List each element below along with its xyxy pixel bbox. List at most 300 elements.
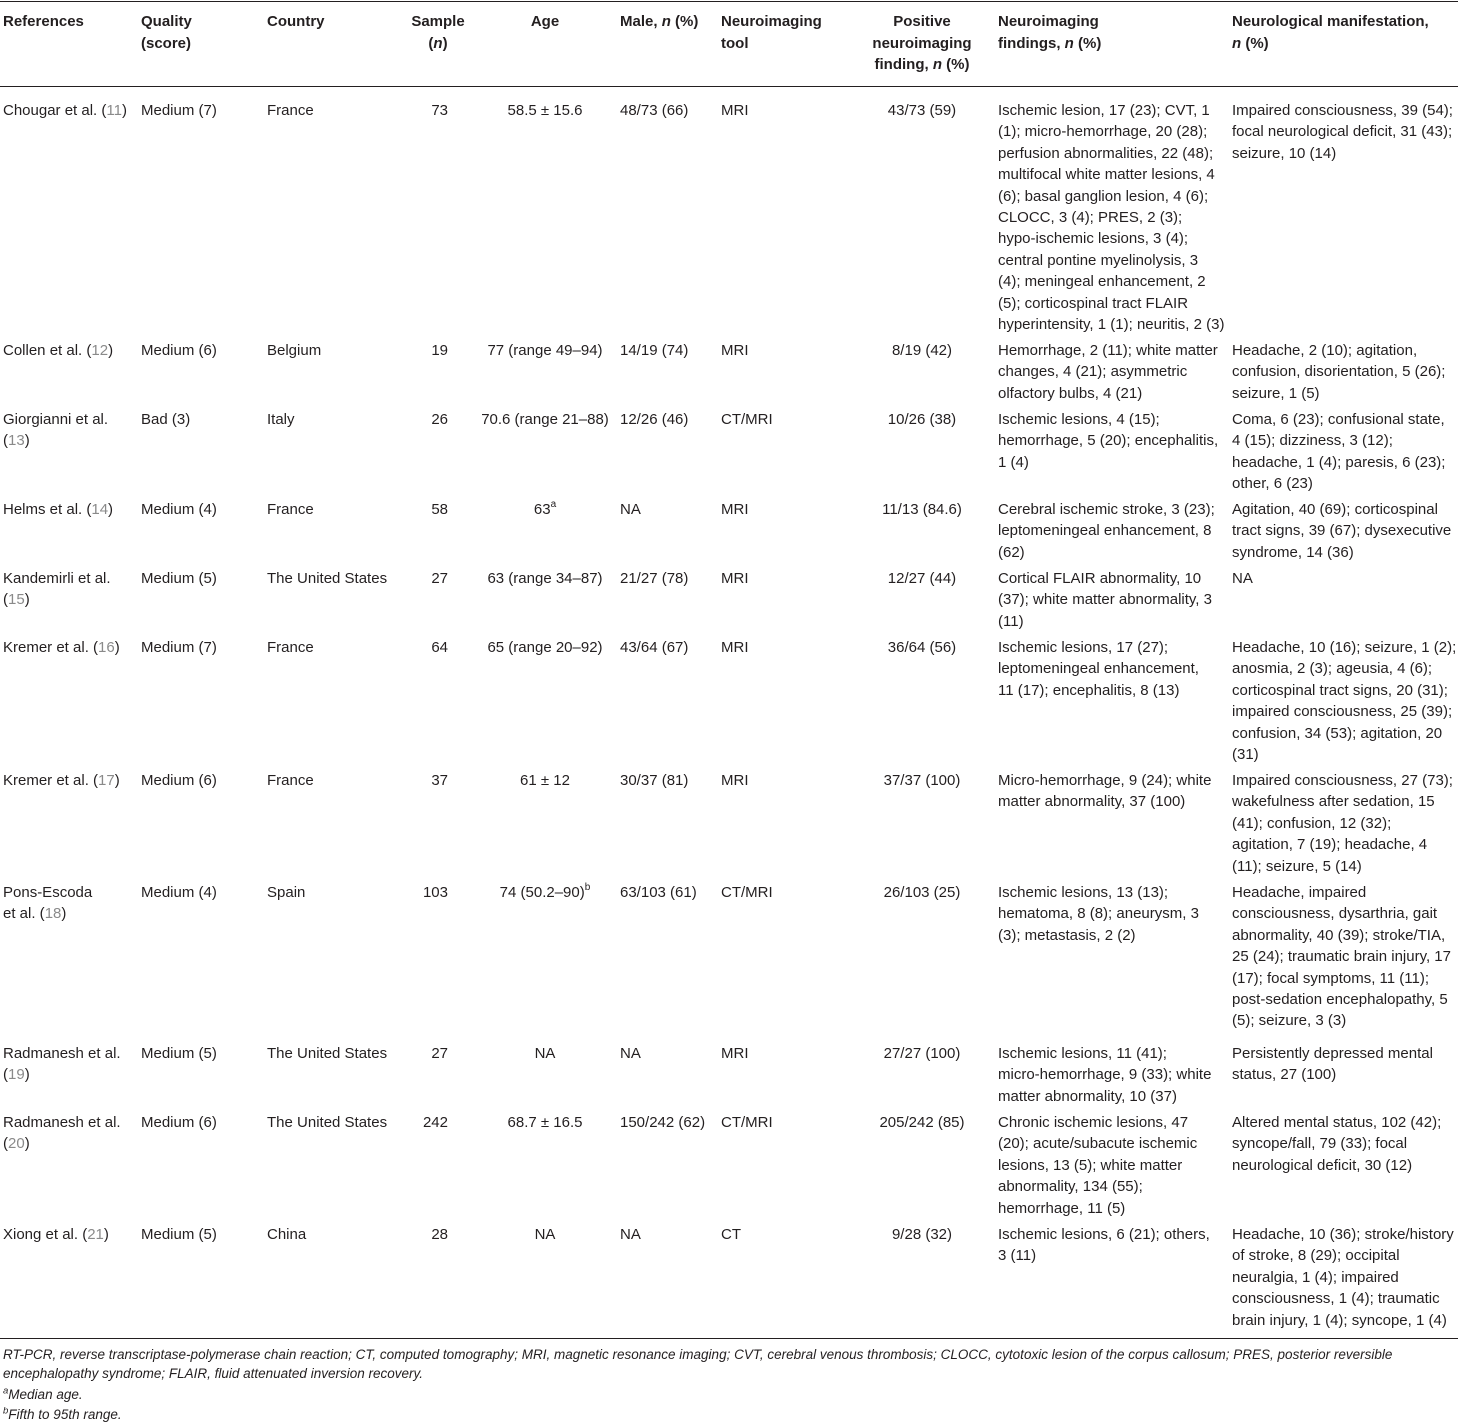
reference-close: ) xyxy=(108,342,114,359)
positive-cell-value: 43/73 (59) xyxy=(887,102,957,119)
header-positive-line2: neuroimaging xyxy=(872,34,972,52)
findings-line: 1 (4) xyxy=(998,453,1029,471)
header-manifestation xyxy=(1232,11,1456,54)
positive-cell xyxy=(858,409,986,430)
male-cell-value: 14/19 (74) xyxy=(620,342,689,359)
manifestation-line: syndrome, 14 (36) xyxy=(1232,543,1354,561)
positive-cell xyxy=(858,882,986,903)
reference-number: 14 xyxy=(91,501,109,518)
quality-cell xyxy=(141,340,261,361)
quality-cell-value: Medium (4) xyxy=(141,501,217,518)
age-value: 58.5 ± 15.6 xyxy=(507,102,583,119)
manifestation-line: confusion, 34 (53); agitation, 20 xyxy=(1232,724,1443,742)
findings-line: (37); white matter abnormality, 3 xyxy=(998,591,1212,609)
reference-name: Helms et al. ( xyxy=(3,501,92,518)
header-tool-line1: Neuroimaging xyxy=(721,13,822,30)
footnote-b-mark: b xyxy=(3,1405,9,1417)
reference-number: 18 xyxy=(44,905,62,923)
quality-cell-value: Medium (4) xyxy=(141,884,217,901)
manifestation-line: confusion, disorientation, 5 (26); xyxy=(1232,363,1446,381)
positive-cell xyxy=(858,1224,986,1245)
reference-close: ) xyxy=(108,501,114,518)
age-value: 74 (50.2–90) xyxy=(499,884,585,901)
country-cell xyxy=(267,568,397,589)
reference-close: ) xyxy=(24,591,30,609)
manifestation-line: wakefulness after sedation, 15 xyxy=(1232,793,1435,811)
findings-line: perfusion abnormalities, 22 (48); xyxy=(998,144,1214,162)
reference-open: et al. ( xyxy=(3,905,45,923)
reference-close: ) xyxy=(103,1226,109,1243)
header-manifestation-suffix: (%) xyxy=(1241,34,1269,52)
header-positive-suffix: (%) xyxy=(942,56,970,73)
age-value: 68.7 ± 16.5 xyxy=(507,1114,583,1131)
findings-line: hematoma, 8 (8); aneurysm, 3 xyxy=(998,905,1199,923)
manifestation-cell xyxy=(1232,100,1458,164)
manifestation-cell xyxy=(1232,1112,1458,1176)
country-cell-value: The United States xyxy=(267,1114,388,1131)
reference-name: Kandemirli et al. xyxy=(3,570,111,587)
footnote-abbrev-line2: encephalopathy syndrome; FLAIR, fluid attenuated inversion recovery. xyxy=(3,1366,423,1381)
reference-cell xyxy=(3,340,138,361)
country-cell-value: France xyxy=(267,102,314,119)
reference-close: ) xyxy=(121,102,127,119)
male-cell xyxy=(620,770,720,791)
findings-line: Ischemic lesions, 13 (13); xyxy=(998,884,1169,901)
male-cell-value: NA xyxy=(620,501,641,518)
header-positive xyxy=(858,11,986,76)
findings-line: (20); acute/subacute ischemic xyxy=(998,1135,1198,1153)
manifestation-line: of stroke, 8 (29); occipital xyxy=(1232,1247,1400,1265)
manifestation-line: headache, 1 (4); paresis, 6 (23); xyxy=(1232,453,1446,471)
positive-cell-value: 9/28 (32) xyxy=(891,1226,953,1243)
manifestation-line: consciousness, 1 (4); traumatic xyxy=(1232,1290,1440,1308)
findings-cell xyxy=(998,882,1228,946)
header-country xyxy=(267,11,387,33)
age-footnote-mark: b xyxy=(584,882,591,893)
sample-cell xyxy=(398,1043,448,1064)
manifestation-line: (11); seizure, 5 (14) xyxy=(1232,857,1362,875)
manifestation-line: NA xyxy=(1232,570,1253,587)
manifestation-cell xyxy=(1232,1224,1458,1331)
reference-close: ) xyxy=(61,905,67,923)
header-male-n: n xyxy=(661,13,671,30)
positive-cell-value: 26/103 (25) xyxy=(883,884,961,901)
manifestation-cell xyxy=(1232,409,1458,495)
sample-cell-value: 103 xyxy=(422,884,448,901)
manifestation-cell xyxy=(1232,770,1458,877)
findings-cell xyxy=(998,409,1228,473)
country-cell xyxy=(267,770,397,791)
reference-number: 19 xyxy=(8,1066,25,1084)
manifestation-line: 4 (15); dizziness, 3 (12); xyxy=(1232,432,1393,450)
male-cell xyxy=(620,568,720,589)
positive-cell xyxy=(858,568,986,589)
tool-cell-value: MRI xyxy=(721,772,749,789)
male-cell-value: 48/73 (66) xyxy=(620,102,689,119)
positive-cell-value: 11/13 (84.6) xyxy=(882,501,962,518)
findings-line: hemorrhage, 5 (20); encephalitis, xyxy=(998,432,1219,450)
male-cell xyxy=(620,1043,720,1064)
findings-line: lesions, 13 (5); white matter xyxy=(998,1156,1183,1174)
male-cell xyxy=(620,100,720,121)
manifestation-line: other, 6 (23) xyxy=(1232,475,1313,493)
header-manifestation-line1: Neurological manifestation, xyxy=(1232,13,1429,30)
positive-cell-value: 8/19 (42) xyxy=(891,342,953,359)
reference-cell xyxy=(3,637,138,658)
manifestation-line: (5); seizure, 3 (3) xyxy=(1232,1012,1347,1030)
quality-cell xyxy=(141,1224,261,1245)
findings-line: Ischemic lesions, 4 (15); xyxy=(998,411,1160,428)
footnote-a-mark: a xyxy=(3,1385,9,1397)
quality-cell xyxy=(141,637,261,658)
sample-cell-value: 26 xyxy=(431,411,448,428)
manifestation-line: seizure, 10 (14) xyxy=(1232,144,1337,162)
findings-line: (3); metastasis, 2 (2) xyxy=(998,926,1136,944)
tool-cell xyxy=(721,637,841,658)
findings-line: Ischemic lesions, 17 (27); xyxy=(998,639,1169,656)
country-cell-value: China xyxy=(267,1226,307,1243)
header-findings-prefix: findings, xyxy=(998,34,1065,52)
reference-number: 16 xyxy=(98,639,115,656)
reference-cell xyxy=(3,1224,138,1245)
positive-cell xyxy=(858,1112,986,1133)
quality-cell-value: Medium (5) xyxy=(141,1226,217,1243)
findings-line: (11) xyxy=(998,612,1024,630)
findings-line: hypo-ischemic lesions, 3 (4); xyxy=(998,230,1189,248)
tool-cell xyxy=(721,100,841,121)
tool-cell-value: MRI xyxy=(721,1045,749,1062)
reference-cell xyxy=(3,1112,138,1155)
reference-cell xyxy=(3,568,138,611)
tool-cell xyxy=(721,1112,841,1133)
manifestation-line: Impaired consciousness, 27 (73); xyxy=(1232,772,1453,789)
findings-line: CLOCC, 3 (4); PRES, 2 (3); xyxy=(998,209,1183,227)
tool-cell xyxy=(721,770,841,791)
sample-cell xyxy=(398,499,448,520)
positive-cell-value: 12/27 (44) xyxy=(887,570,957,587)
header-manifestation-n: n xyxy=(1232,34,1242,52)
quality-cell xyxy=(141,100,261,121)
quality-cell-value: Bad (3) xyxy=(141,411,191,428)
findings-line: hemorrhage, 11 (5) xyxy=(998,1199,1126,1217)
header-quality-line1: Quality xyxy=(141,13,192,30)
reference-cell xyxy=(3,1043,138,1086)
tool-cell-value: MRI xyxy=(721,501,749,518)
age-cell xyxy=(470,637,620,658)
manifestation-cell xyxy=(1232,340,1458,404)
manifestation-line: status, 27 (100) xyxy=(1232,1066,1337,1084)
male-cell-value: NA xyxy=(620,1226,641,1243)
male-cell xyxy=(620,409,720,430)
header-male-suffix: (%) xyxy=(670,13,699,30)
header-quality xyxy=(141,11,251,54)
manifestation-line: (31) xyxy=(1232,746,1259,764)
sample-cell-value: 19 xyxy=(431,342,448,359)
country-cell xyxy=(267,409,397,430)
sample-cell xyxy=(398,882,448,903)
reference-name: Giorgianni et al. xyxy=(3,411,109,428)
sample-cell-value: 27 xyxy=(431,1045,448,1062)
tool-cell xyxy=(721,409,841,430)
positive-cell-value: 205/242 (85) xyxy=(879,1114,965,1131)
age-cell xyxy=(470,100,620,121)
positive-cell xyxy=(858,770,986,791)
findings-line: matter abnormality, 10 (37) xyxy=(998,1087,1177,1105)
manifestation-line: focal neurological deficit, 31 (43); xyxy=(1232,123,1453,141)
findings-line: leptomeningeal enhancement, 8 xyxy=(998,522,1212,540)
age-value: 61 ± 12 xyxy=(520,772,570,789)
manifestation-line: neuralgia, 1 (4); impaired xyxy=(1232,1268,1399,1286)
sample-cell xyxy=(398,409,448,430)
country-cell-value: The United States xyxy=(267,570,388,587)
male-cell xyxy=(620,340,720,361)
age-value: NA xyxy=(534,1045,556,1062)
findings-line: (6); basal ganglion lesion, 4 (6); xyxy=(998,187,1209,205)
sample-cell xyxy=(398,568,448,589)
country-cell xyxy=(267,637,397,658)
quality-cell-value: Medium (7) xyxy=(141,102,217,119)
male-cell-value: 12/26 (46) xyxy=(620,411,689,428)
positive-cell xyxy=(858,100,986,121)
quality-cell-value: Medium (6) xyxy=(141,342,217,359)
male-cell xyxy=(620,499,720,520)
quality-cell xyxy=(141,499,261,520)
header-tool xyxy=(721,11,841,54)
findings-line: 3 (11) xyxy=(998,1247,1037,1265)
age-cell xyxy=(470,1224,620,1245)
manifestation-line: syncope/fall, 79 (33); focal xyxy=(1232,1135,1408,1153)
age-footnote-mark: a xyxy=(550,499,557,510)
findings-cell xyxy=(998,770,1228,813)
footnote-b xyxy=(3,1405,1455,1424)
manifestation-line: agitation, 7 (19); headache, 4 xyxy=(1232,836,1428,854)
positive-cell-value: 37/37 (100) xyxy=(883,772,961,789)
findings-line: Chronic ischemic lesions, 47 xyxy=(998,1114,1189,1131)
age-cell xyxy=(470,568,620,589)
findings-line: (5); corticospinal tract FLAIR xyxy=(998,294,1189,312)
findings-line: Cerebral ischemic stroke, 3 (23); xyxy=(998,501,1215,518)
tool-cell xyxy=(721,882,841,903)
findings-cell xyxy=(998,1112,1228,1219)
male-cell-value: 30/37 (81) xyxy=(620,772,689,789)
age-cell xyxy=(470,409,620,430)
findings-line: (62) xyxy=(998,543,1025,561)
manifestation-line: tract signs, 39 (67); dysexecutive xyxy=(1232,522,1452,540)
age-cell xyxy=(470,340,620,361)
footnote-a-text: Median age. xyxy=(8,1387,83,1402)
findings-line: matter abnormality, 37 (100) xyxy=(998,793,1186,811)
sample-cell-value: 242 xyxy=(422,1114,448,1131)
male-cell xyxy=(620,1112,720,1133)
header-references xyxy=(3,11,133,33)
reference-name: Radmanesh et al. xyxy=(3,1045,121,1062)
header-male xyxy=(620,11,720,33)
reference-name: Xiong et al. ( xyxy=(3,1226,88,1243)
manifestation-cell xyxy=(1232,499,1458,563)
header-male-prefix: Male, xyxy=(620,13,662,30)
male-cell xyxy=(620,637,720,658)
positive-cell-value: 10/26 (38) xyxy=(887,411,957,428)
reference-cell xyxy=(3,409,138,452)
male-cell-value: 43/64 (67) xyxy=(620,639,689,656)
manifestation-line: Impaired consciousness, 39 (54); xyxy=(1232,102,1453,119)
quality-cell-value: Medium (6) xyxy=(141,1114,217,1131)
sample-cell-value: 27 xyxy=(431,570,448,587)
header-findings xyxy=(998,11,1218,54)
manifestation-line: Altered mental status, 102 (42); xyxy=(1232,1114,1442,1131)
manifestation-line: seizure, 1 (5) xyxy=(1232,384,1320,402)
manifestation-line: post-sedation encephalopathy, 5 xyxy=(1232,991,1448,1009)
manifestation-line: 25 (24); traumatic brain injury, 17 xyxy=(1232,948,1451,966)
reference-close: ) xyxy=(24,1135,30,1153)
quality-cell xyxy=(141,770,261,791)
manifestation-line: Headache, 10 (16); seizure, 1 (2); xyxy=(1232,639,1457,656)
findings-line: Ischemic lesion, 17 (23); CVT, 1 xyxy=(998,102,1210,119)
tool-cell-value: MRI xyxy=(721,570,749,587)
findings-line: abnormality, 134 (55); xyxy=(998,1178,1143,1196)
findings-line: Ischemic lesions, 6 (21); others, xyxy=(998,1226,1210,1243)
tool-cell-value: MRI xyxy=(721,102,749,119)
bottom-rule xyxy=(0,1338,1458,1339)
footnote-abbreviations xyxy=(3,1345,1455,1383)
reference-close: ) xyxy=(114,639,120,656)
country-cell-value: Italy xyxy=(267,411,295,428)
manifestation-line: brain injury, 1 (4); syncope, 1 (4) xyxy=(1232,1311,1447,1329)
header-findings-n: n xyxy=(1064,34,1074,52)
findings-cell xyxy=(998,100,1228,335)
country-cell-value: France xyxy=(267,639,314,656)
quality-cell xyxy=(141,1043,261,1064)
manifestation-cell xyxy=(1232,882,1458,1032)
sample-cell-value: 64 xyxy=(431,639,448,656)
manifestation-line: abnormality, 40 (39); stroke/TIA, xyxy=(1232,926,1446,944)
header-positive-n: n xyxy=(932,56,942,73)
reference-close: ) xyxy=(114,772,120,789)
tool-cell-value: MRI xyxy=(721,639,749,656)
quality-cell-value: Medium (5) xyxy=(141,570,217,587)
tool-cell-value: CT xyxy=(721,1226,741,1243)
male-cell xyxy=(620,1224,720,1245)
tool-cell-value: CT/MRI xyxy=(721,1114,773,1131)
age-value: 63 (range 34–87) xyxy=(487,570,603,587)
country-cell xyxy=(267,1112,397,1133)
reference-open: ( xyxy=(3,1066,8,1084)
sample-cell xyxy=(398,770,448,791)
country-cell-value: France xyxy=(267,772,314,789)
findings-line: (1); micro-hemorrhage, 20 (28); xyxy=(998,123,1208,141)
quality-cell-value: Medium (6) xyxy=(141,772,217,789)
manifestation-line: anosmia, 2 (3); ageusia, 4 (6); xyxy=(1232,660,1433,678)
reference-name: Pons-Escoda xyxy=(3,884,93,901)
reference-number: 15 xyxy=(8,591,25,609)
tool-cell-value: MRI xyxy=(721,342,749,359)
tool-cell xyxy=(721,499,841,520)
header-positive-line1: Positive xyxy=(893,13,951,30)
positive-cell xyxy=(858,637,986,658)
quality-cell xyxy=(141,1112,261,1133)
age-value: 63 xyxy=(533,501,551,518)
manifestation-line: Headache, 2 (10); agitation, xyxy=(1232,342,1418,359)
reference-open: ( xyxy=(3,591,8,609)
findings-line: micro-hemorrhage, 9 (33); white xyxy=(998,1066,1212,1084)
header-age-label: Age xyxy=(530,13,560,30)
reference-cell xyxy=(3,770,138,791)
manifestation-line: Persistently depressed mental xyxy=(1232,1045,1433,1062)
age-value: 70.6 (range 21–88) xyxy=(481,411,609,428)
manifestation-cell xyxy=(1232,568,1458,589)
positive-cell xyxy=(858,340,986,361)
manifestation-line: Headache, impaired xyxy=(1232,884,1367,901)
age-cell xyxy=(470,1112,620,1133)
findings-line: 11 (17); encephalitis, 8 (13) xyxy=(998,681,1180,699)
manifestation-line: impaired consciousness, 25 (39); xyxy=(1232,703,1453,721)
findings-cell xyxy=(998,637,1228,701)
reference-name: Radmanesh et al. xyxy=(3,1114,121,1131)
reference-number: 12 xyxy=(91,342,109,359)
reference-name: Kremer et al. ( xyxy=(3,639,99,656)
male-cell-value: NA xyxy=(620,1045,641,1062)
country-cell xyxy=(267,100,397,121)
sample-cell-value: 28 xyxy=(431,1226,448,1243)
tool-cell xyxy=(721,1224,841,1245)
reference-name: Kremer et al. ( xyxy=(3,772,99,789)
sample-cell-value: 73 xyxy=(431,102,448,119)
findings-line: Ischemic lesions, 11 (41); xyxy=(998,1045,1167,1062)
findings-cell xyxy=(998,1224,1228,1267)
reference-cell xyxy=(3,100,138,121)
quality-cell-value: Medium (5) xyxy=(141,1045,217,1062)
findings-line: olfactory bulbs, 4 (21) xyxy=(998,384,1143,402)
male-cell-value: 21/27 (78) xyxy=(620,570,689,587)
footnote-a xyxy=(3,1385,1455,1404)
findings-cell xyxy=(998,568,1228,632)
reference-close: ) xyxy=(24,432,30,450)
sample-cell xyxy=(398,1224,448,1245)
positive-cell-value: 36/64 (56) xyxy=(887,639,957,656)
country-cell xyxy=(267,1043,397,1064)
male-cell xyxy=(620,882,720,903)
findings-line: Hemorrhage, 2 (11); white matter xyxy=(998,342,1218,359)
manifestation-line: neurological deficit, 30 (12) xyxy=(1232,1156,1413,1174)
findings-line: changes, 4 (21); asymmetric xyxy=(998,363,1188,381)
sample-cell xyxy=(398,1112,448,1133)
reference-name: Chougar et al. ( xyxy=(3,102,107,119)
reference-number: 17 xyxy=(98,772,115,789)
header-sample: Sample (n) xyxy=(411,13,465,52)
header-sample-n: n xyxy=(433,34,443,52)
sample-cell xyxy=(398,637,448,658)
tool-cell xyxy=(721,1043,841,1064)
country-cell-value: The United States xyxy=(267,1045,388,1062)
footnote-b-text: Fifth to 95th range. xyxy=(8,1407,122,1422)
findings-cell xyxy=(998,1043,1228,1107)
top-rule xyxy=(0,1,1458,2)
quality-cell xyxy=(141,882,261,903)
male-cell-value: 150/242 (62) xyxy=(620,1114,706,1131)
reference-open: ( xyxy=(3,432,8,450)
tool-cell xyxy=(721,340,841,361)
positive-cell xyxy=(858,499,986,520)
header-country-label: Country xyxy=(267,13,325,30)
age-value: 77 (range 49–94) xyxy=(487,342,603,359)
country-cell xyxy=(267,499,397,520)
header-references-label: References xyxy=(3,13,84,30)
manifestation-line: Coma, 6 (23); confusional state, xyxy=(1232,411,1445,428)
header-findings-line1: Neuroimaging xyxy=(998,13,1099,30)
findings-line: hyperintensity, 1 (1); neuritis, 2 (3) xyxy=(998,316,1225,334)
manifestation-line: (41); confusion, 12 (32); xyxy=(1232,814,1392,832)
age-cell xyxy=(470,882,620,903)
